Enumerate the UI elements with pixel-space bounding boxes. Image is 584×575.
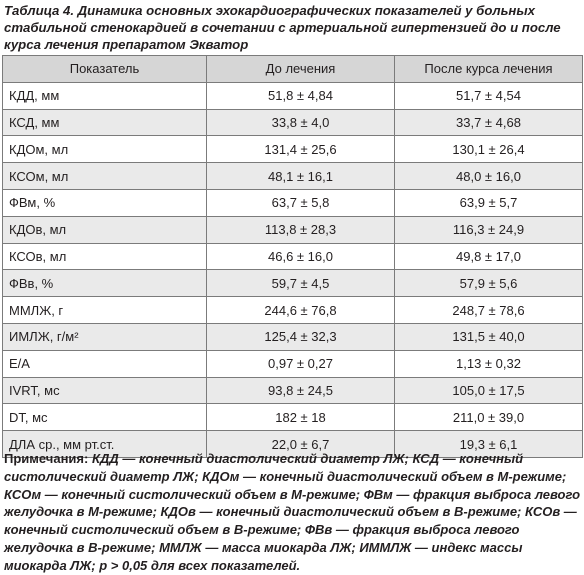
row-indicator: E/A [3, 350, 207, 377]
row-after-value: 19,3 ± 6,1 [395, 431, 583, 458]
table-row [3, 377, 583, 404]
notes-text: КДД — конечный диастолический диаметр ЛЖ; КСД — конечный систолический диаметр ЛЖ; КДОм — конечный диастолический объем в М-режиме; КСОм — конечный систолический объем в М-режиме; ФВм — фракция выброса левого желудочка в М-режиме; КДОв — конечный диастолический объем в В-режиме; КСОв — конечный систолический объем в В-режиме; ФВв — фракция выброса левого желудочка в В-режиме; ММЛЖ — масса миокарда ЛЖ; ИММЛЖ — индекс массы миокарда ЛЖ; р > 0,05 для всех показателей. [4, 451, 581, 573]
row-indicator: КДОв, мл [3, 216, 207, 243]
table-row [3, 163, 583, 190]
row-after-value: 48,0 ± 16,0 [395, 163, 583, 190]
row-indicator: DT, мс [3, 404, 207, 431]
row-before-value: 59,7 ± 4,5 [207, 270, 395, 297]
header-before: До лечения [207, 56, 395, 83]
row-before-value: 63,7 ± 5,8 [207, 189, 395, 216]
row-before-value: 22,0 ± 6,7 [207, 431, 395, 458]
table-row [3, 323, 583, 350]
row-indicator: ФВм, % [3, 189, 207, 216]
notes-label: Примечания: [4, 451, 89, 466]
row-indicator: КСД, мм [3, 109, 207, 136]
row-indicator: ДЛА ср., мм рт.ст. [3, 431, 207, 458]
row-before-value: 113,8 ± 28,3 [207, 216, 395, 243]
row-after-value: 51,7 ± 4,54 [395, 82, 583, 109]
row-after-value: 130,1 ± 26,4 [395, 136, 583, 163]
row-after-value: 49,8 ± 17,0 [395, 243, 583, 270]
table-row [3, 270, 583, 297]
row-after-value: 131,5 ± 40,0 [395, 323, 583, 350]
row-after-value: 248,7 ± 78,6 [395, 297, 583, 324]
row-after-value: 63,9 ± 5,7 [395, 189, 583, 216]
row-before-value: 131,4 ± 25,6 [207, 136, 395, 163]
row-before-value: 48,1 ± 16,1 [207, 163, 395, 190]
caption-text: Динамика основных эхокардиографических показателей у больных стабильной стенокардией в сочетании с артериальной гипертензией до и после курса лечения препаратом Экватор [4, 3, 561, 52]
row-before-value: 182 ± 18 [207, 404, 395, 431]
table-row [3, 350, 583, 377]
table-row [3, 109, 583, 136]
header-after: После курса лечения [395, 56, 583, 83]
table-row [3, 243, 583, 270]
row-indicator: КСОм, мл [3, 163, 207, 190]
row-before-value: 125,4 ± 32,3 [207, 323, 395, 350]
row-before-value: 93,8 ± 24,5 [207, 377, 395, 404]
table-row [3, 136, 583, 163]
row-before-value: 0,97 ± 0,27 [207, 350, 395, 377]
row-indicator: КСОв, мл [3, 243, 207, 270]
row-after-value: 105,0 ± 17,5 [395, 377, 583, 404]
row-indicator: КДД, мм [3, 82, 207, 109]
table-row [3, 297, 583, 324]
row-before-value: 244,6 ± 76,8 [207, 297, 395, 324]
row-after-value: 57,9 ± 5,6 [395, 270, 583, 297]
caption-lead: Таблица 4. [4, 3, 74, 18]
echo-table [2, 55, 583, 458]
row-after-value: 1,13 ± 0,32 [395, 350, 583, 377]
table-row [3, 216, 583, 243]
table-row [3, 189, 583, 216]
row-indicator: ФВв, % [3, 270, 207, 297]
row-before-value: 46,6 ± 16,0 [207, 243, 395, 270]
row-before-value: 33,8 ± 4,0 [207, 109, 395, 136]
header-indicator: Показатель [3, 56, 207, 83]
row-indicator: ИМЛЖ, г/м² [3, 323, 207, 350]
row-after-value: 33,7 ± 4,68 [395, 109, 583, 136]
row-after-value: 116,3 ± 24,9 [395, 216, 583, 243]
row-indicator: ММЛЖ, г [3, 297, 207, 324]
row-indicator: IVRT, мс [3, 377, 207, 404]
row-before-value: 51,8 ± 4,84 [207, 82, 395, 109]
table-row [3, 82, 583, 109]
row-after-value: 211,0 ± 39,0 [395, 404, 583, 431]
table-header-row [3, 56, 583, 83]
table-notes [4, 450, 582, 575]
row-indicator: КДОм, мл [3, 136, 207, 163]
table-caption [4, 2, 582, 53]
table-row [3, 404, 583, 431]
